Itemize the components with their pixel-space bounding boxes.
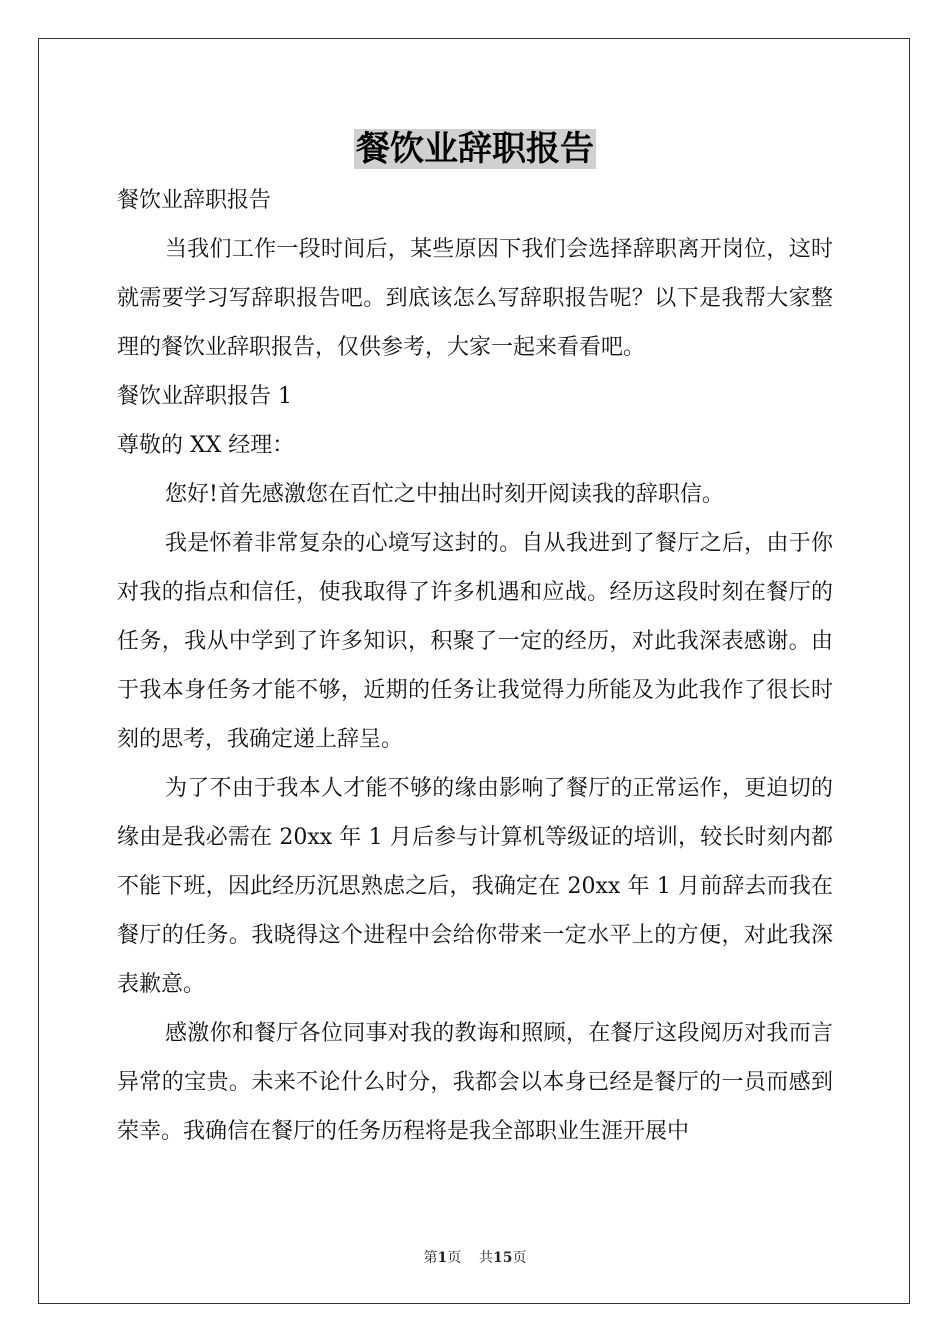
page-suffix: 页: [447, 1250, 462, 1266]
document-body: [117, 176, 833, 1156]
page-footer: [0, 1247, 950, 1267]
total-suffix: 页: [512, 1250, 527, 1266]
paragraph: 当我们工作一段时间后，某些原因下我们会选择辞职离开岗位，这时就需要学习写辞职报告吧。到底该怎么写辞职报告呢？以下是我帮大家整理的餐饮业辞职报告，仅供参考，大家一起来看看吧。: [117, 237, 833, 360]
paragraph: 餐饮业辞职报告 1: [117, 384, 292, 409]
paragraph: 餐饮业辞职报告: [117, 188, 272, 213]
document-title: [0, 126, 950, 172]
page-number: 1: [437, 1250, 448, 1266]
paragraph: 我是怀着非常复杂的心境写这封的。自从我进到了餐厅之后，由于你对我的指点和信任，使我取得了许多机遇和应战。经历这段时刻在餐厅的任务，我从中学到了许多知识，积聚了一定的经历，对此我深表感谢。由于我本身任务才能不够，近期的任务让我觉得力所能及为此我作了很长时刻的思考，我确定递上辞呈。: [117, 531, 833, 752]
total-pages: 15: [493, 1250, 513, 1266]
total-prefix: 共: [479, 1250, 494, 1266]
paragraph: 您好!首先感激您在百忙之中抽出时刻开阅读我的辞职信。: [165, 482, 724, 507]
paragraph: 为了不由于我本人才能不够的缘由影响了餐厅的正常运作，更迫切的缘由是我必需在 20xx 年 1 月后参与计算机等级证的培训，较长时刻内都不能下班，因此经历沉思熟虑之后，我确定在 20xx 年 1 月前辞去而我在餐厅的任务。我晓得这个进程中会给你带来一定水平上的方便，对此我深表歉意。: [117, 776, 833, 997]
paragraph: 感激你和餐厅各位同事对我的教诲和照顾，在餐厅这段阅历对我而言异常的宝贵。未来不论什么时分，我都会以本身已经是餐厅的一员而感到荣幸。我确信在餐厅的任务历程将是我全部职业生涯开展中: [117, 1021, 833, 1144]
paragraph: 尊敬的 XX 经理：: [117, 433, 295, 458]
document-title-text: 餐饮业辞职报告: [356, 129, 594, 169]
page-prefix: 第: [423, 1250, 438, 1266]
